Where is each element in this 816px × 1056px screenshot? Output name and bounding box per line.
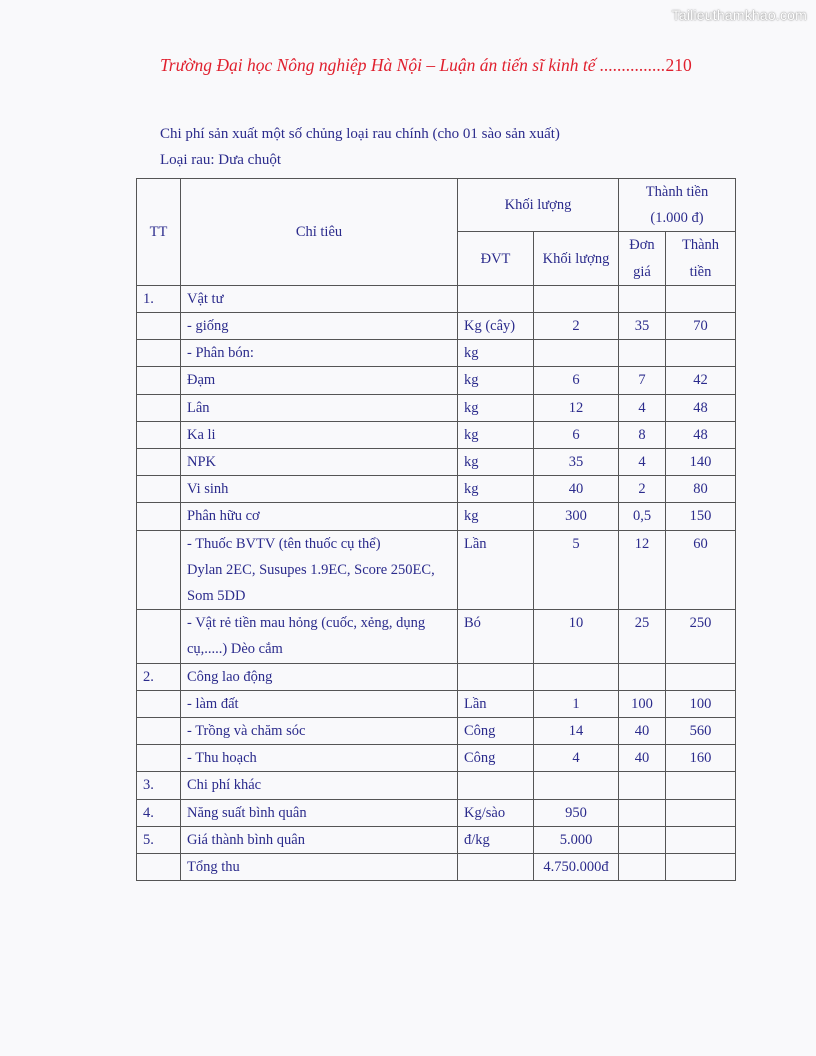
row-item xyxy=(181,476,458,503)
row-unit-price: 4 xyxy=(619,394,666,421)
row-item-line: - Phân bón: xyxy=(187,345,254,362)
row-item xyxy=(181,421,458,448)
header-don-gia xyxy=(619,232,666,285)
row-quantity: 5.000 xyxy=(534,826,619,853)
row-quantity: 300 xyxy=(534,503,619,530)
row-item-line: - Thuốc BVTV (tên thuốc cụ thể) xyxy=(187,535,381,552)
table-body xyxy=(137,285,736,880)
table-row xyxy=(137,663,736,690)
header-thanh-tien-sub-line1: Thành xyxy=(681,237,720,254)
row-unit-price xyxy=(619,799,666,826)
row-unit: Kg/sào xyxy=(458,799,534,826)
row-unit-price xyxy=(619,285,666,312)
table-caption: Chi phí sản xuất một số chủng loại rau chính (cho 01 sào sản xuất) xyxy=(160,126,560,142)
table-row xyxy=(137,340,736,367)
row-amount xyxy=(666,663,736,690)
row-unit: đ/kg xyxy=(458,826,534,853)
row-item-line: Năng suất bình quân xyxy=(187,804,307,821)
table-row xyxy=(137,449,736,476)
row-tt xyxy=(137,690,181,717)
row-quantity: 2 xyxy=(534,313,619,340)
table-row xyxy=(137,772,736,799)
row-quantity: 4 xyxy=(534,745,619,772)
row-item-line: Phân hữu cơ xyxy=(187,508,260,525)
row-unit-price xyxy=(619,663,666,690)
row-item-line: Giá thành bình quân xyxy=(187,831,305,848)
row-unit: Công xyxy=(458,718,534,745)
row-amount: 140 xyxy=(666,449,736,476)
row-amount: 80 xyxy=(666,476,736,503)
row-quantity: 4.750.000đ xyxy=(534,854,619,881)
row-amount: 70 xyxy=(666,313,736,340)
row-item-line: - giống xyxy=(187,318,229,335)
row-amount xyxy=(666,799,736,826)
table-row xyxy=(137,367,736,394)
table-row xyxy=(137,503,736,530)
row-item-line: - Thu hoạch xyxy=(187,750,257,767)
row-item-line: NPK xyxy=(187,454,217,471)
row-item xyxy=(181,745,458,772)
row-quantity xyxy=(534,285,619,312)
table-row xyxy=(137,394,736,421)
row-tt xyxy=(137,340,181,367)
row-item-line: Đạm xyxy=(187,372,216,389)
header-don-gia-line1: Đơn xyxy=(629,237,655,254)
table-row xyxy=(137,826,736,853)
table-row xyxy=(137,285,736,312)
table-row xyxy=(137,854,736,881)
row-unit: Lần xyxy=(458,530,534,610)
header-thanh-tien xyxy=(666,232,736,285)
row-item xyxy=(181,340,458,367)
table-row xyxy=(137,745,736,772)
cost-table xyxy=(136,178,736,881)
row-unit: Kg (cây) xyxy=(458,313,534,340)
row-amount: 560 xyxy=(666,718,736,745)
row-tt xyxy=(137,449,181,476)
row-item-line: Tổng thu xyxy=(187,859,240,876)
table-row xyxy=(137,421,736,448)
row-quantity xyxy=(534,340,619,367)
row-quantity: 6 xyxy=(534,421,619,448)
row-unit xyxy=(458,854,534,881)
row-item-line: Dylan 2EC, Susupes 1.9EC, Score 250EC, xyxy=(187,561,435,578)
row-amount xyxy=(666,772,736,799)
row-quantity xyxy=(534,663,619,690)
row-item-line: Vật tư xyxy=(187,290,224,307)
row-item-line: cụ,.....) Dèo cắm xyxy=(187,641,283,658)
header-dvt: ĐVT xyxy=(458,232,534,285)
table-row xyxy=(137,718,736,745)
row-unit: kg xyxy=(458,340,534,367)
row-amount: 100 xyxy=(666,690,736,717)
row-unit-price xyxy=(619,772,666,799)
header-thanh-tien-line2: (1.000 đ) xyxy=(650,210,704,227)
row-item-line: - Vật rẻ tiền mau hỏng (cuốc, xẻng, dụng xyxy=(187,615,426,632)
row-amount xyxy=(666,340,736,367)
row-unit-price: 40 xyxy=(619,718,666,745)
row-amount: 250 xyxy=(666,610,736,663)
row-tt xyxy=(137,530,181,610)
row-tt xyxy=(137,313,181,340)
row-unit: Lần xyxy=(458,690,534,717)
row-item xyxy=(181,610,458,663)
row-tt: 4. xyxy=(137,799,181,826)
row-tt: 2. xyxy=(137,663,181,690)
row-unit-price: 35 xyxy=(619,313,666,340)
header-thanh-tien-group xyxy=(619,179,736,232)
row-unit-price xyxy=(619,340,666,367)
row-item xyxy=(181,826,458,853)
header-khoi-luong-group: Khối lượng xyxy=(458,179,619,232)
table-row xyxy=(137,690,736,717)
row-tt xyxy=(137,421,181,448)
table-row xyxy=(137,610,736,663)
row-unit: kg xyxy=(458,449,534,476)
row-unit-price: 100 xyxy=(619,690,666,717)
row-item xyxy=(181,367,458,394)
row-item xyxy=(181,503,458,530)
header-chi-tieu: Chỉ tiêu xyxy=(181,179,458,286)
row-tt xyxy=(137,367,181,394)
row-amount: 42 xyxy=(666,367,736,394)
row-tt xyxy=(137,718,181,745)
page-header xyxy=(160,55,692,76)
row-item-line: Ka li xyxy=(187,426,216,443)
row-tt xyxy=(137,503,181,530)
row-quantity: 1 xyxy=(534,690,619,717)
header-tt: TT xyxy=(137,179,181,286)
row-unit: kg xyxy=(458,394,534,421)
row-tt xyxy=(137,745,181,772)
row-amount xyxy=(666,826,736,853)
row-tt: 5. xyxy=(137,826,181,853)
row-item xyxy=(181,449,458,476)
row-tt: 1. xyxy=(137,285,181,312)
row-unit xyxy=(458,772,534,799)
row-unit-price: 4 xyxy=(619,449,666,476)
table-row xyxy=(137,530,736,610)
row-amount xyxy=(666,854,736,881)
row-unit xyxy=(458,663,534,690)
row-quantity xyxy=(534,772,619,799)
row-item-line: Vi sinh xyxy=(187,481,229,498)
row-unit-price xyxy=(619,826,666,853)
vegetable-type: Loại rau: Dưa chuột xyxy=(160,152,282,168)
row-unit: Công xyxy=(458,745,534,772)
header-khoi-luong: Khối lượng xyxy=(534,232,619,285)
row-item xyxy=(181,799,458,826)
row-item xyxy=(181,690,458,717)
header-thanh-tien-line1: Thành tiền xyxy=(645,184,709,200)
row-unit-price: 25 xyxy=(619,610,666,663)
table-row xyxy=(137,476,736,503)
row-unit-price: 8 xyxy=(619,421,666,448)
row-item xyxy=(181,394,458,421)
row-unit: kg xyxy=(458,503,534,530)
row-unit: kg xyxy=(458,367,534,394)
row-quantity: 950 xyxy=(534,799,619,826)
row-unit: kg xyxy=(458,476,534,503)
row-unit-price: 40 xyxy=(619,745,666,772)
row-item xyxy=(181,530,458,610)
row-quantity: 35 xyxy=(534,449,619,476)
row-tt xyxy=(137,610,181,663)
row-item-line: Công lao động xyxy=(187,668,273,685)
row-amount xyxy=(666,285,736,312)
row-quantity: 6 xyxy=(534,367,619,394)
row-unit-price: 12 xyxy=(619,530,666,610)
row-item xyxy=(181,313,458,340)
row-tt xyxy=(137,476,181,503)
row-amount: 60 xyxy=(666,530,736,610)
page-number: 210 xyxy=(665,55,692,75)
row-item xyxy=(181,285,458,312)
header-don-gia-line2: giá xyxy=(633,263,651,280)
row-amount: 160 xyxy=(666,745,736,772)
row-quantity: 40 xyxy=(534,476,619,503)
row-quantity: 10 xyxy=(534,610,619,663)
row-tt xyxy=(137,854,181,881)
row-unit-price: 2 xyxy=(619,476,666,503)
row-item xyxy=(181,772,458,799)
row-unit: kg xyxy=(458,421,534,448)
row-unit-price xyxy=(619,854,666,881)
row-unit: Bó xyxy=(458,610,534,663)
table-row xyxy=(137,313,736,340)
table-row xyxy=(137,799,736,826)
row-item-line: Som 5DD xyxy=(187,588,246,605)
row-quantity: 5 xyxy=(534,530,619,610)
row-item xyxy=(181,854,458,881)
row-amount: 150 xyxy=(666,503,736,530)
row-item xyxy=(181,718,458,745)
row-unit-price: 7 xyxy=(619,367,666,394)
row-quantity: 14 xyxy=(534,718,619,745)
row-tt xyxy=(137,394,181,421)
row-unit-price: 0,5 xyxy=(619,503,666,530)
row-quantity: 12 xyxy=(534,394,619,421)
header-thanh-tien-sub-line2: tiền xyxy=(689,263,712,280)
row-tt: 3. xyxy=(137,772,181,799)
row-item-line: - làm đất xyxy=(187,695,239,712)
row-item xyxy=(181,663,458,690)
row-item-line: Lân xyxy=(187,399,210,416)
header-title: Trường Đại học Nông nghiệp Hà Nội – Luận án tiến sĩ kinh tế ............... xyxy=(160,55,666,75)
row-unit xyxy=(458,285,534,312)
row-amount: 48 xyxy=(666,394,736,421)
watermark: Tailieuthamkhao.com xyxy=(671,7,807,23)
row-amount: 48 xyxy=(666,421,736,448)
row-item-line: Chi phí khác xyxy=(187,777,262,794)
row-item-line: - Trồng và chăm sóc xyxy=(187,723,306,740)
